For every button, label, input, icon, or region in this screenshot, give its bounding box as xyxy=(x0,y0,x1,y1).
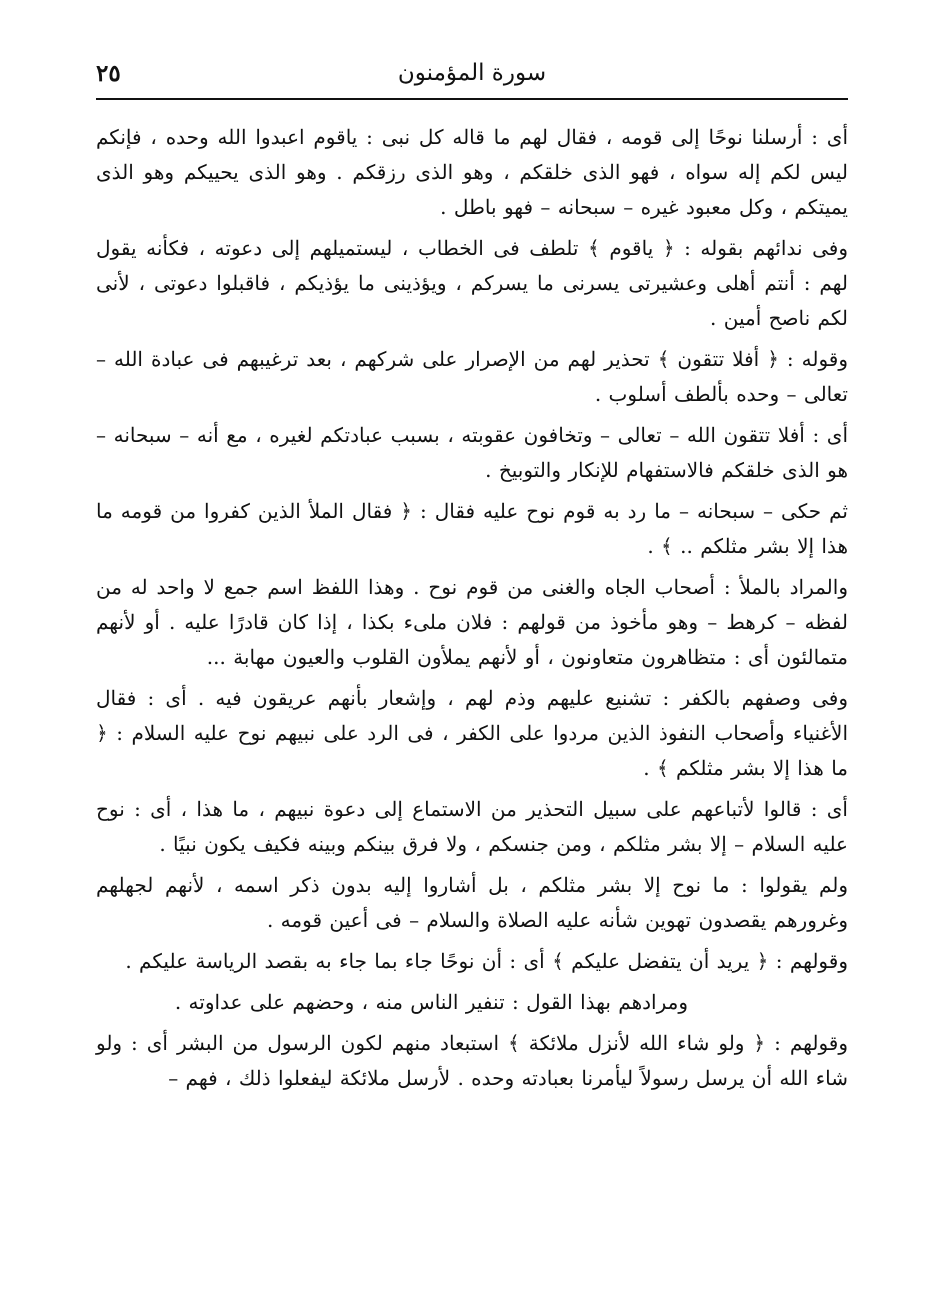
paragraph: وقولهم : ﴿ ولو شاء الله لأنزل ملائكة ﴾ استبعاد منهم لكون الرسول من البشر أى : ولو شاء الله أن يرسل رسولاً ليأمرنا بعبادته وحده . لأرسل ملائكة ليفعلوا ذلك ، فهم – xyxy=(96,1031,848,1090)
page-header xyxy=(96,56,848,96)
paragraph: وفى ندائهم بقوله : ﴿ ياقوم ﴾ تلطف فى الخطاب ، ليستميلهم إلى دعوته ، فكأنه يقول لهم : أنتم أهلى وعشيرتى يسرنى ما يسركم ، ويؤذينى ما يؤذيكم ، فاقبلوا دعوتى ، لأنى لكم ناصح أمين . xyxy=(96,236,848,330)
paragraph: والمراد بالملأ : أصحاب الجاه والغنى من قوم نوح . وهذا اللفظ اسم جمع لا واحد له من لفظه – كرهط – وهو مأخوذ من قولهم : فلان ملىء بكذا ، إذا كان قادرًا عليه . أو لأنهم متمالئون أى : متظاهرون متعاونون ، أو لأنهم يملأون القلوب والعيون مهابة ... xyxy=(96,575,848,669)
paragraph: أى : أفلا تتقون الله – تعالى – وتخافون عقوبته ، بسبب عبادتكم لغيره ، مع أنه – سبحانه – هو الذى خلقكم فالاستفهام للإنكار والتوبيخ . xyxy=(96,423,848,482)
paragraph: أى : قالوا لأتباعهم على سبيل التحذير من الاستماع إلى دعوة نبيهم ، ما هذا ، أى : نوح عليه السلام – إلا بشر مثلكم ، ومن جنسكم ، ولا فرق بينكم وبينه فكيف يكون نبيًا . xyxy=(96,797,848,856)
paragraph: ومرادهم بهذا القول : تنفير الناس منه ، وحضهم على عداوته . xyxy=(174,990,688,1014)
page-body xyxy=(96,120,848,1102)
paragraph: وقوله : ﴿ أفلا تتقون ﴾ تحذير لهم من الإصرار على شركهم ، بعد ترغيبهم فى عبادة الله – تعالى – وحده بألطف أسلوب . xyxy=(96,347,848,406)
paragraph: ولم يقولوا : ما نوح إلا بشر مثلكم ، بل أشاروا إليه بدون ذكر اسمه ، لأنهم لجهلهم وغرورهم يقصدون تهوين شأنه عليه الصلاة والسلام – فى أعين قومه . xyxy=(96,873,848,932)
paragraph: أى : أرسلنا نوحًا إلى قومه ، فقال لهم ما قاله كل نبى : ياقوم اعبدوا الله وحده ، فإنكم ليس لكم إله سواه ، فهو الذى خلقكم ، وهو الذى رزقكم . وهو الذى يحييكم وهو الذى يميتكم ، وكل معبود غيره – سبحانه – فهو باطل . xyxy=(96,125,849,219)
book-page xyxy=(96,56,849,1090)
paragraph: وفى وصفهم بالكفر : تشنيع عليهم وذم لهم ، وإشعار بأنهم عريقون فيه . أى : فقال الأغنياء وأصحاب النفوذ الذين مردوا على الكفر ، فى الرد على نبيهم نوح عليه السلام : ﴿ ما هذا إلا بشر مثلكم ﴾ . xyxy=(96,686,848,780)
paragraph: ثم حكى – سبحانه – ما رد به قوم نوح عليه فقال : ﴿ فقال الملأ الذين كفروا من قومه ما هذا إلا بشر مثلكم .. ﴾ . xyxy=(96,499,848,558)
surah-title: سورة المؤمنون xyxy=(397,60,547,86)
header-divider xyxy=(96,98,848,100)
paragraph: وقولهم : ﴿ يريد أن يتفضل عليكم ﴾ أى : أن نوحًا جاء بما جاء به بقصد الرياسة عليكم . xyxy=(125,949,848,973)
page-number: ٢٥ xyxy=(96,60,121,87)
